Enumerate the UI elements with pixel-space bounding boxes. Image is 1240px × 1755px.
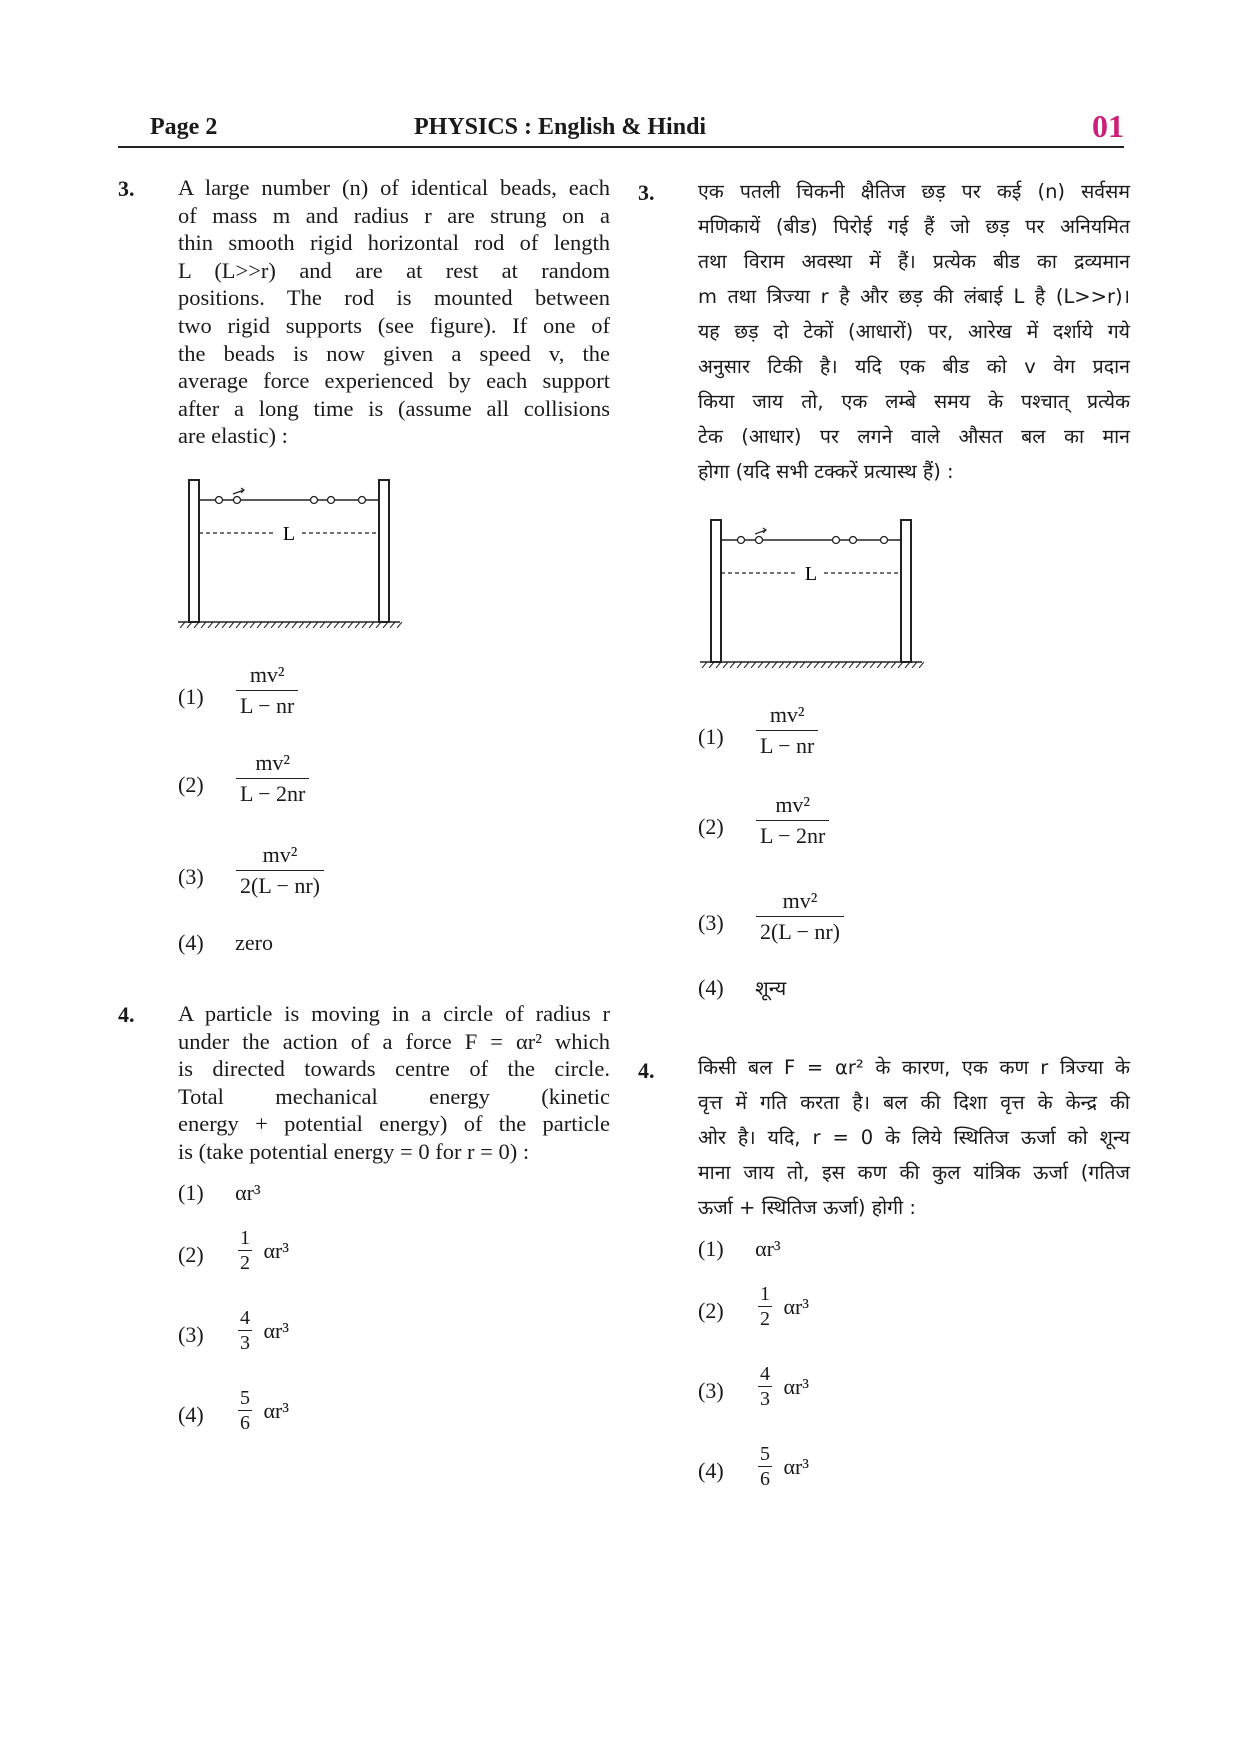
q4-en-line: A particle is moving in a circle of radius r (178, 1001, 610, 1026)
coef-num: 5 (760, 1443, 770, 1465)
page-title: PHYSICS : English & Hindi (414, 114, 707, 140)
option-label: (4) (698, 975, 724, 1000)
q3-hi-line: तथा विराम अवस्था में हैं। प्रत्येक बीड का द्रव्यमान (698, 250, 1130, 273)
q3-en-line: two rigid supports (see figure). If one of (178, 312, 610, 338)
frac-den: 2(L − nr) (240, 873, 321, 898)
q3-hi-option-3[interactable] (698, 910, 724, 936)
option-label: (2) (178, 1242, 204, 1267)
q4-en-line: energy + potential energy) of the particle (178, 1111, 610, 1137)
option-term: αr³ (263, 1317, 289, 1343)
frac-num: mv² (236, 842, 324, 871)
q4-hi-text (698, 1050, 1130, 1225)
q4-hi-line: ओर है। यदि, r = 0 के लिये स्थितिज ऊर्जा को शून्य (698, 1126, 1130, 1149)
frac-num: mv² (236, 750, 309, 779)
length-label: L (282, 523, 296, 545)
q4-hi-option-1[interactable] (698, 1236, 781, 1262)
q3-en-line: after a long time is (assume all collisions (178, 395, 610, 421)
q4-en-option-3-value (238, 1308, 289, 1353)
paper-code: 01 (1092, 108, 1124, 144)
coef-den: 2 (240, 1252, 250, 1274)
q4-en-line: Total mechanical energy (kinetic (178, 1083, 610, 1109)
option-label: (1) (698, 1236, 724, 1261)
q4-en-line: is directed towards centre of the circle. (178, 1056, 610, 1082)
coef-den: 3 (760, 1388, 770, 1410)
q3-hi-option-1-value (756, 702, 818, 759)
q3-en-option-3[interactable] (178, 864, 204, 890)
page-number: Page 2 (150, 114, 218, 140)
frac-den: L − nr (760, 733, 815, 758)
option-label: (3) (698, 1378, 724, 1403)
option-label: (1) (178, 1180, 204, 1205)
coef-den: 6 (240, 1412, 250, 1434)
frac-num: mv² (756, 702, 818, 731)
option-label: (4) (178, 1402, 204, 1427)
q4-hi-option-4[interactable] (698, 1458, 724, 1484)
header-rule (118, 146, 1124, 148)
q3-hi-line: होगा (यदि सभी टक्करें प्रत्यास्थ हैं) : (698, 460, 954, 483)
coef-num: 1 (240, 1227, 250, 1249)
q3-en-option-1-value (236, 662, 298, 719)
q3-hi-line: यह छड़ दो टेकों (आधारों) पर, आरेख में दर्शाये गये (698, 320, 1130, 343)
q3-en-line: average force experienced by each support (178, 368, 610, 394)
option-label: (2) (698, 814, 724, 839)
option-term: αr³ (263, 1237, 289, 1263)
frac-den: 2(L − nr) (760, 919, 841, 944)
frac-den: L − 2nr (240, 781, 306, 806)
q4-hi-line: माना जाय तो, इस कण की कुल यांत्रिक ऊर्जा (गतिज (698, 1161, 1130, 1184)
bead-rod-figure (176, 476, 402, 628)
q4-hi-line: ऊर्जा + स्थितिज ऊर्जा) होगी : (698, 1196, 916, 1219)
option-term: αr³ (783, 1453, 809, 1479)
q3-en-line: of mass m and radius r are strung on a (178, 202, 610, 228)
coef-num: 4 (760, 1363, 770, 1385)
q3-en-option-2[interactable] (178, 772, 204, 798)
q4-en-number: 4. (118, 1002, 135, 1027)
q4-en-option-4-value (238, 1388, 289, 1433)
q3-hi-line: किया जाय तो, एक लम्बे समय के पश्चात् प्रत्येक (698, 390, 1130, 413)
q4-en-option-2-value (238, 1228, 289, 1273)
q3-en-text (178, 174, 610, 450)
q3-hi-text (698, 174, 1130, 489)
q3-hi-line: एक पतली चिकनी क्षैतिज छड़ पर कई (n) सर्वसम (698, 180, 1130, 203)
option-term: αr³ (783, 1293, 809, 1319)
q3-hi-line: m तथा त्रिज्या r है और छड़ की लंबाई L है (L>>r)। (698, 285, 1130, 308)
coef-den: 2 (760, 1308, 770, 1330)
option-label: (3) (698, 910, 724, 935)
frac-num: mv² (756, 888, 844, 917)
option-label: (2) (698, 1298, 724, 1323)
q3-hi-option-3-value (756, 888, 844, 945)
q3-hi-option-2-value (756, 792, 829, 849)
option-label: (4) (698, 1458, 724, 1483)
q4-en-line: under the action of a force F = αr² which (178, 1028, 610, 1054)
option-text: शून्य (755, 976, 787, 1000)
frac-den: L − 2nr (760, 823, 826, 848)
option-label: (3) (178, 864, 204, 889)
q3-hi-number: 3. (638, 180, 655, 205)
coef-num: 1 (760, 1283, 770, 1305)
q3-en-option-1[interactable] (178, 684, 204, 710)
option-term: αr³ (755, 1236, 781, 1261)
bead-rod-figure-hindi (698, 516, 924, 668)
q4-hi-number: 4. (638, 1058, 655, 1083)
q3-en-option-4[interactable] (178, 930, 273, 956)
option-label: (1) (178, 684, 204, 709)
coef-den: 3 (240, 1332, 250, 1354)
frac-num: mv² (756, 792, 829, 821)
option-label: (3) (178, 1322, 204, 1347)
option-label: (2) (178, 772, 204, 797)
q3-hi-line: टेक (आधार) पर लगने वाले औसत बल का मान (698, 425, 1130, 448)
q4-hi-line: किसी बल F = αr² के कारण, एक कण r त्रिज्या के (698, 1056, 1130, 1079)
coef-num: 4 (240, 1307, 250, 1329)
q3-en-line: L (L>>r) and are at rest at random (178, 257, 610, 283)
q4-hi-option-2-value (758, 1284, 809, 1329)
q3-en-line: the beads is now given a speed v, the (178, 340, 610, 366)
frac-num: mv² (236, 662, 298, 691)
q3-hi-option-1[interactable] (698, 724, 724, 750)
length-label: L (804, 563, 818, 585)
q3-en-option-3-value (236, 842, 324, 899)
q4-en-text (178, 1000, 610, 1166)
q4-hi-option-4-value (758, 1444, 809, 1489)
q3-en-option-2-value (236, 750, 309, 807)
q3-en-line: A large number (n) of identical beads, each (178, 175, 610, 200)
q3-hi-option-2[interactable] (698, 814, 724, 840)
coef-num: 5 (240, 1387, 250, 1409)
option-term: αr³ (263, 1397, 289, 1423)
q4-en-line: is (take potential energy = 0 for r = 0) : (178, 1138, 530, 1164)
q4-hi-line: वृत्त में गति करता है। बल की दिशा वृत्त के केन्द्र की (698, 1091, 1130, 1114)
q4-en-option-4[interactable] (178, 1402, 204, 1428)
frac-den: L − nr (240, 693, 295, 718)
q3-hi-line: मणिकायें (बीड) पिरोई गई हैं जो छड़ पर अनियमित (698, 215, 1130, 238)
q3-en-number: 3. (118, 176, 135, 201)
q4-en-option-3[interactable] (178, 1322, 204, 1348)
option-term: αr³ (235, 1180, 261, 1205)
q4-en-option-2[interactable] (178, 1242, 204, 1268)
option-label: (1) (698, 724, 724, 749)
coef-den: 6 (760, 1468, 770, 1490)
option-term: αr³ (783, 1373, 809, 1399)
q4-hi-option-3-value (758, 1364, 809, 1409)
q3-hi-option-4[interactable] (698, 974, 786, 1001)
q3-en-line: are elastic) : (178, 423, 288, 449)
option-text: zero (235, 930, 274, 955)
q4-en-option-1[interactable] (178, 1180, 261, 1206)
q3-en-line: thin smooth rigid horizontal rod of length (178, 230, 610, 256)
q4-hi-option-2[interactable] (698, 1298, 724, 1324)
q3-hi-line: अनुसार टिकी है। यदि एक बीड को v वेग प्रदान (698, 355, 1130, 378)
q3-en-line: positions. The rod is mounted between (178, 285, 610, 311)
q4-hi-option-3[interactable] (698, 1378, 724, 1404)
option-label: (4) (178, 930, 204, 955)
